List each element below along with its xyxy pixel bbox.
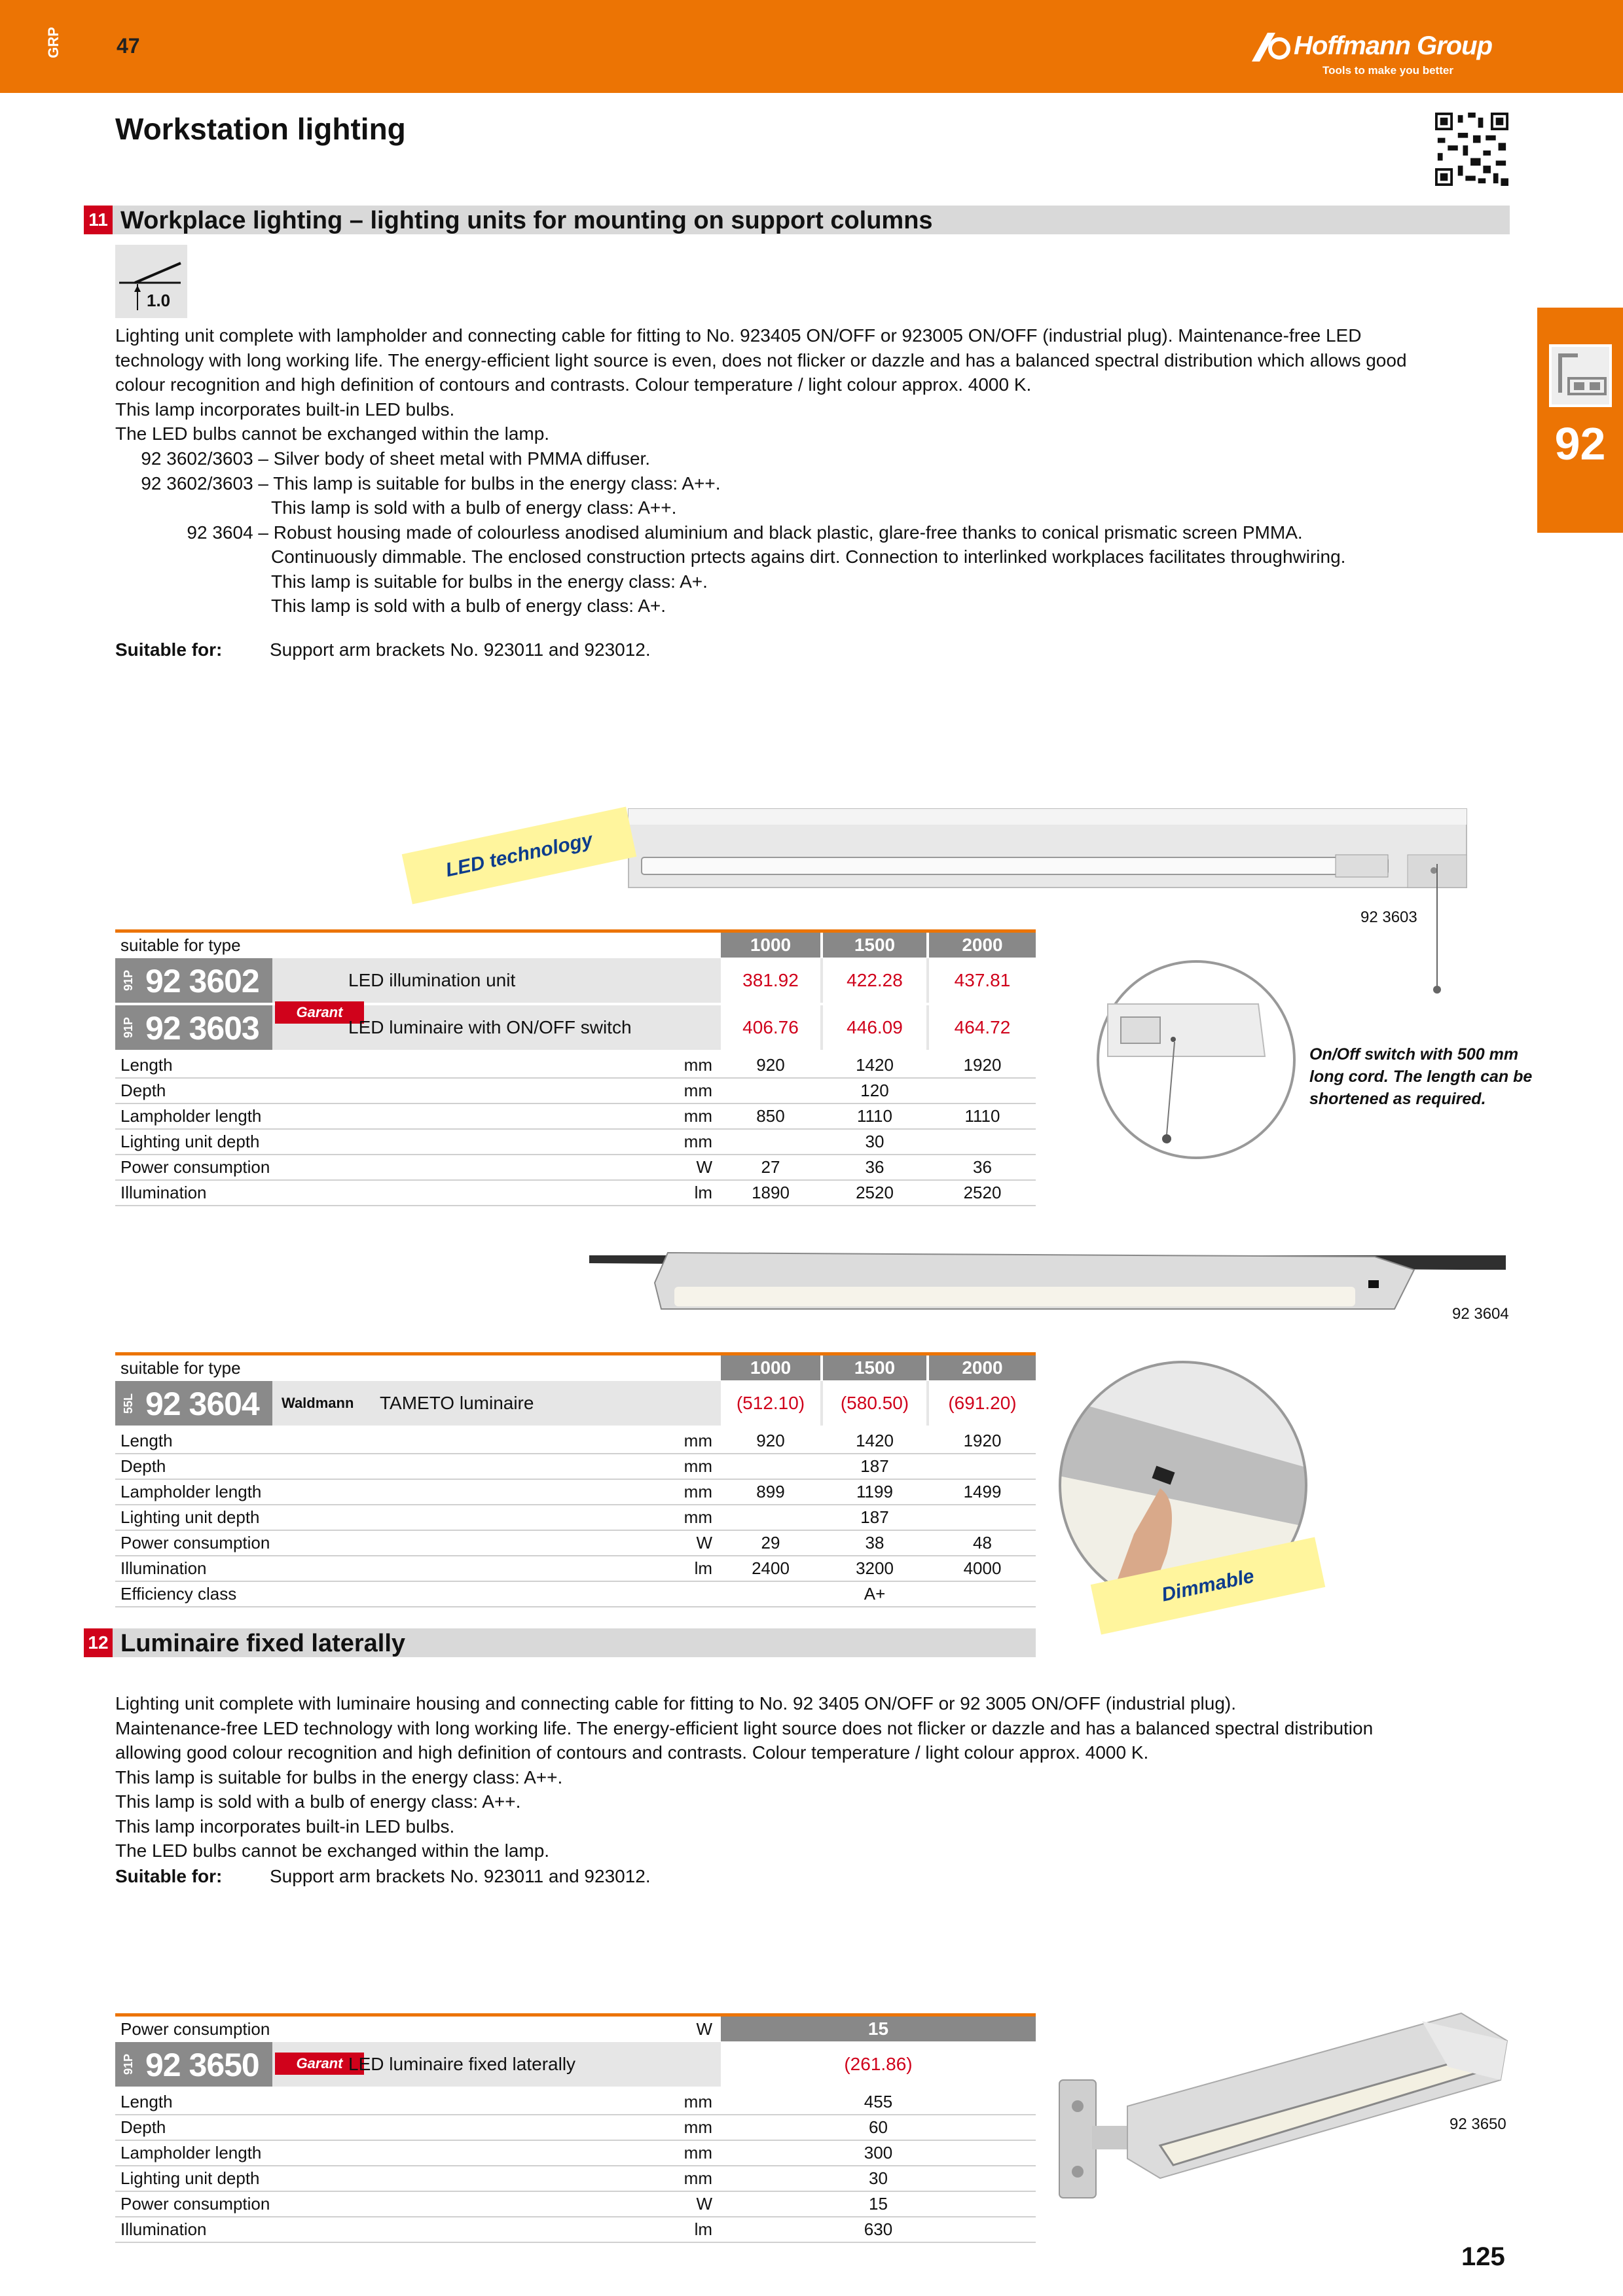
spec-value: A+ — [864, 1584, 886, 1604]
price: (512.10) — [721, 1381, 820, 1426]
spec-value: 187 — [860, 1456, 889, 1476]
switch-note — [1309, 1043, 1532, 1110]
spec-row — [115, 2140, 1036, 2166]
desc-line: Lighting unit complete with luminaire housing and connecting cable for fitting to No. 92 3405 ON/OFF or 92 3005 ON/OFF (industrial plug). — [115, 1693, 1237, 1713]
spec-value: 3200 — [856, 1558, 894, 1578]
table-header-row — [115, 929, 1036, 958]
price: 381.92 — [721, 958, 820, 1003]
section-number: 12 — [84, 1628, 113, 1657]
page-title: Workstation lighting — [115, 112, 406, 146]
section-11-header — [84, 206, 1510, 234]
brand-logo — [1249, 26, 1511, 85]
caption-923650: 92 3650 — [1450, 2115, 1506, 2133]
table-923650 — [115, 2013, 1036, 2246]
spec-unit: W — [696, 1157, 712, 1177]
product-desc: LED luminaire with ON/OFF switch — [348, 1017, 632, 1037]
spec-label: Power consumption — [120, 1157, 270, 1177]
pull-cord — [1427, 864, 1447, 995]
desc-line: The LED bulbs cannot be exchanged within the lamp. — [115, 1840, 550, 1861]
spec-row — [115, 2115, 1036, 2141]
price: 437.81 — [929, 958, 1036, 1003]
catalog-code: GRP — [45, 27, 62, 58]
spec-value: 1420 — [856, 1431, 894, 1450]
spec-row — [115, 1052, 1036, 1079]
note-line: This lamp is sold with a bulb of energy class: A++. — [271, 497, 677, 518]
desc-line: Maintenance-free LED technology with long working life. The energy-efficient light source does not flicker or dazzle and has a balanced spectral distribution — [115, 1717, 1374, 1738]
spec-unit: mm — [684, 1456, 712, 1476]
product-row[interactable] — [115, 2042, 1036, 2087]
table-head-label: suitable for type — [120, 1358, 241, 1378]
spec-value: 1890 — [752, 1183, 790, 1202]
spec-unit: W — [696, 2194, 712, 2214]
section-11-notes — [115, 446, 1345, 619]
spec-value: 1420 — [856, 1055, 894, 1075]
spec-unit: mm — [684, 2117, 712, 2137]
section-12-suitable — [115, 1864, 651, 1889]
col-head: 15 — [721, 2017, 1036, 2041]
spec-unit: mm — [684, 1132, 712, 1151]
spec-row — [115, 1129, 1036, 1155]
spec-row — [115, 1103, 1036, 1130]
note-line: Continuously dimmable. The enclosed construction prtects agains dirt. Connection to interlinked workplaces facilitates throughwiring. — [271, 547, 1346, 567]
spec-row — [115, 1556, 1036, 1582]
note-line: Robust housing made of colourless anodised aluminium and black plastic, glare-free thanks to conical prismatic screen PMMA. — [273, 522, 1303, 543]
spec-unit: lm — [694, 1183, 712, 1202]
spec-unit: mm — [684, 1507, 712, 1527]
spec-label: Illumination — [120, 1558, 207, 1578]
spec-unit: mm — [684, 1081, 712, 1100]
spec-row — [115, 1505, 1036, 1531]
price: (261.86) — [721, 2042, 1036, 2087]
note-line: Silver body of sheet metal with PMMA diffuser. — [273, 448, 651, 469]
spec-label: Depth — [120, 2117, 166, 2137]
hoffmann-logo-icon — [1249, 30, 1291, 64]
section-11-description — [115, 323, 1407, 446]
spec-value: 2520 — [856, 1183, 894, 1202]
waldmann-brand-logo: Waldmann — [282, 1395, 354, 1411]
spec-value: 1499 — [963, 1482, 1002, 1501]
spec-value: 630 — [864, 2219, 893, 2239]
col-head: 2000 — [929, 933, 1036, 958]
switch-note-line: long cord. The length can be — [1309, 1067, 1533, 1086]
lamp-chapter-icon — [1549, 344, 1612, 407]
product-code: 92 3650 — [145, 2047, 259, 2083]
spec-label: Illumination — [120, 1183, 207, 1202]
spec-value: 36 — [973, 1157, 992, 1177]
section-12-description — [115, 1691, 1373, 1863]
note-lead: 92 3602/3603 – — [141, 473, 268, 493]
desc-line: This lamp incorporates built-in LED bulbs. — [115, 399, 455, 420]
section-title: Luminaire fixed laterally — [120, 1630, 406, 1657]
spec-label: Power consumption — [120, 1533, 270, 1552]
spec-value: 899 — [756, 1482, 785, 1501]
brand-name: Hoffmann Group — [1294, 31, 1493, 60]
spec-unit: mm — [684, 2168, 712, 2188]
table-header-row — [115, 2013, 1036, 2041]
note-lead: 92 3604 – — [187, 522, 268, 543]
caption-923603: 92 3603 — [1360, 908, 1417, 926]
page-number: 125 — [1461, 2242, 1505, 2271]
spec-value: 1920 — [963, 1431, 1002, 1450]
spec-value: 30 — [865, 1132, 884, 1151]
table-head-label: Power consumption — [120, 2019, 270, 2039]
spec-unit: mm — [684, 2143, 712, 2162]
spec-row — [115, 2166, 1036, 2192]
spec-value: 120 — [860, 1081, 889, 1100]
spec-value: 60 — [869, 2117, 888, 2137]
col-head: 1500 — [823, 933, 926, 958]
spec-value: 4000 — [963, 1558, 1002, 1578]
spec-label: Lampholder length — [120, 2143, 262, 2162]
spec-unit: mm — [684, 1482, 712, 1501]
lamp-image-923603 — [615, 802, 1512, 901]
suitable-text: Support arm brackets No. 923011 and 923012. — [270, 639, 651, 660]
spec-value: 187 — [860, 1507, 889, 1527]
spec-value: 1199 — [856, 1482, 893, 1501]
spec-row — [115, 2191, 1036, 2217]
spec-unit: mm — [684, 1431, 712, 1450]
product-desc: TAMETO luminaire — [380, 1393, 534, 1413]
spec-label: Lighting unit depth — [120, 1132, 260, 1151]
product-prefix: 91P — [122, 1016, 135, 1038]
table-header-row — [115, 1352, 1036, 1380]
spec-label: Length — [120, 1055, 173, 1075]
spec-label: Length — [120, 2092, 173, 2111]
suitable-text: Support arm brackets No. 923011 and 923012. — [270, 1866, 651, 1886]
col-head: 1000 — [721, 933, 820, 958]
mounting-value: 1.0 — [147, 291, 171, 310]
table-head-label: suitable for type — [120, 935, 241, 955]
suitable-label: Suitable for: — [115, 639, 223, 660]
price: 446.09 — [823, 1005, 926, 1050]
spec-value: 1110 — [964, 1106, 1000, 1126]
product-desc: LED luminaire fixed laterally — [348, 2054, 576, 2074]
desc-line: This lamp incorporates built-in LED bulbs. — [115, 1816, 455, 1837]
spec-value: 36 — [865, 1157, 884, 1177]
spec-value: 920 — [756, 1431, 785, 1450]
price: 422.28 — [823, 958, 926, 1003]
spec-unit: mm — [684, 1106, 712, 1126]
spec-label: Lampholder length — [120, 1482, 262, 1501]
note-line: This lamp is suitable for bulbs in the energy class: A+. — [271, 571, 708, 592]
section-11-suitable — [115, 637, 651, 662]
spec-row — [115, 1078, 1036, 1104]
product-row[interactable] — [115, 1005, 1036, 1050]
spec-value: 30 — [869, 2168, 888, 2188]
product-row[interactable] — [115, 958, 1036, 1003]
spec-value: 27 — [761, 1157, 780, 1177]
spec-label: Lighting unit depth — [120, 2168, 260, 2188]
suitable-label: Suitable for: — [115, 1866, 223, 1886]
spec-value: 920 — [756, 1055, 785, 1075]
note-lead: 92 3602/3603 – — [141, 448, 268, 469]
spec-value: 850 — [756, 1106, 785, 1126]
desc-line: allowing good colour recognition and high definition of contours and contrasts. Colour temperature / light colour approx. 4000 K. — [115, 1742, 1149, 1763]
garant-brand-logo: Garant — [275, 1001, 364, 1024]
switch-detail-image — [1095, 958, 1298, 1161]
spec-unit: mm — [684, 1055, 712, 1075]
switch-note-line: On/Off switch with 500 mm — [1309, 1045, 1519, 1064]
col-head: 1500 — [823, 1355, 926, 1380]
spec-label: Depth — [120, 1456, 166, 1476]
section-title: Workplace lighting – lighting units for mounting on support columns — [120, 207, 933, 234]
product-code: 92 3602 — [145, 963, 259, 999]
spec-row — [115, 1180, 1036, 1206]
desc-line: colour recognition and high definition of contours and contrasts. Colour temperature / light colour approx. 4000 K. — [115, 374, 1032, 395]
spec-value: 455 — [864, 2092, 893, 2111]
product-code: 92 3604 — [145, 1386, 259, 1422]
desc-line: The LED bulbs cannot be exchanged within the lamp. — [115, 423, 550, 444]
desc-line: This lamp is sold with a bulb of energy class: A++. — [115, 1791, 521, 1812]
spec-value: 29 — [761, 1533, 780, 1552]
spec-value: 1110 — [857, 1106, 892, 1126]
table-head-unit: W — [696, 2019, 712, 2039]
spec-row — [115, 1428, 1036, 1454]
desc-line: technology with long working life. The energy-efficient light source is even, does not flicker or dazzle and has a balanced spectral distribution which allows good — [115, 350, 1407, 370]
mounting-symbol — [115, 245, 187, 318]
spec-label: Length — [120, 1431, 173, 1450]
price: 464.72 — [929, 1005, 1036, 1050]
spec-unit: lm — [694, 2219, 712, 2239]
qr-code-icon[interactable] — [1435, 113, 1508, 186]
spec-row — [115, 1530, 1036, 1556]
lamp-image-923650 — [1055, 2008, 1514, 2231]
top-page-number: 47 — [117, 34, 140, 58]
chapter-tab[interactable] — [1537, 308, 1623, 533]
price: 406.76 — [721, 1005, 820, 1050]
product-row[interactable] — [115, 1381, 1036, 1426]
led-technology-sticker: LED technology — [402, 806, 637, 904]
spec-row — [115, 2217, 1036, 2243]
product-prefix: 55L — [122, 1393, 135, 1414]
spec-row — [115, 1479, 1036, 1505]
dimmable-sticker: Dimmable — [1091, 1537, 1326, 1634]
spec-row — [115, 1581, 1036, 1607]
spec-label: Efficiency class — [120, 1584, 237, 1604]
spec-value: 15 — [869, 2194, 888, 2214]
section-12-header — [84, 1628, 1036, 1657]
spec-row — [115, 2089, 1036, 2115]
spec-label: Illumination — [120, 2219, 207, 2239]
spec-value: 48 — [973, 1533, 992, 1552]
spec-label: Depth — [120, 1081, 166, 1100]
spec-value: 1920 — [963, 1055, 1002, 1075]
table-923604 — [115, 1352, 1036, 1609]
col-head: 1000 — [721, 1355, 820, 1380]
spec-label: Lighting unit depth — [120, 1507, 260, 1527]
price: (691.20) — [929, 1381, 1036, 1426]
brand-tagline: Tools to make you better — [1322, 64, 1453, 77]
table-923602-923603 — [115, 929, 1036, 1207]
spec-unit: lm — [694, 1558, 712, 1578]
spec-value: 2520 — [963, 1183, 1002, 1202]
spec-label: Power consumption — [120, 2194, 270, 2214]
spec-unit: mm — [684, 2092, 712, 2111]
lamp-image-923604 — [589, 1244, 1519, 1316]
switch-note-line: shortened as required. — [1309, 1090, 1486, 1108]
desc-line: Lighting unit complete with lampholder and connecting cable for fitting to No. 923405 ON/OFF or 923005 ON/OFF (industrial plug). Maintenance-free LED — [115, 325, 1362, 346]
price: (580.50) — [823, 1381, 926, 1426]
spec-row — [115, 1155, 1036, 1181]
note-line: This lamp is suitable for bulbs in the energy class: A++. — [273, 473, 721, 493]
spec-value: 300 — [864, 2143, 893, 2162]
spec-value: 2400 — [752, 1558, 790, 1578]
chapter-number: 92 — [1554, 418, 1606, 469]
caption-923604: 92 3604 — [1452, 1305, 1509, 1323]
section-number: 11 — [84, 206, 113, 234]
spec-unit: W — [696, 1533, 712, 1552]
garant-brand-logo: Garant — [275, 2053, 364, 2075]
product-prefix: 91P — [122, 969, 135, 991]
spec-row — [115, 1454, 1036, 1480]
note-line: This lamp is sold with a bulb of energy class: A+. — [271, 596, 666, 616]
spec-value: 38 — [865, 1533, 884, 1552]
desc-line: This lamp is suitable for bulbs in the energy class: A++. — [115, 1767, 563, 1787]
product-prefix: 91P — [122, 2053, 135, 2075]
spec-label: Lampholder length — [120, 1106, 262, 1126]
product-desc: LED illumination unit — [348, 970, 516, 990]
product-code: 92 3603 — [145, 1010, 259, 1047]
col-head: 2000 — [929, 1355, 1036, 1380]
